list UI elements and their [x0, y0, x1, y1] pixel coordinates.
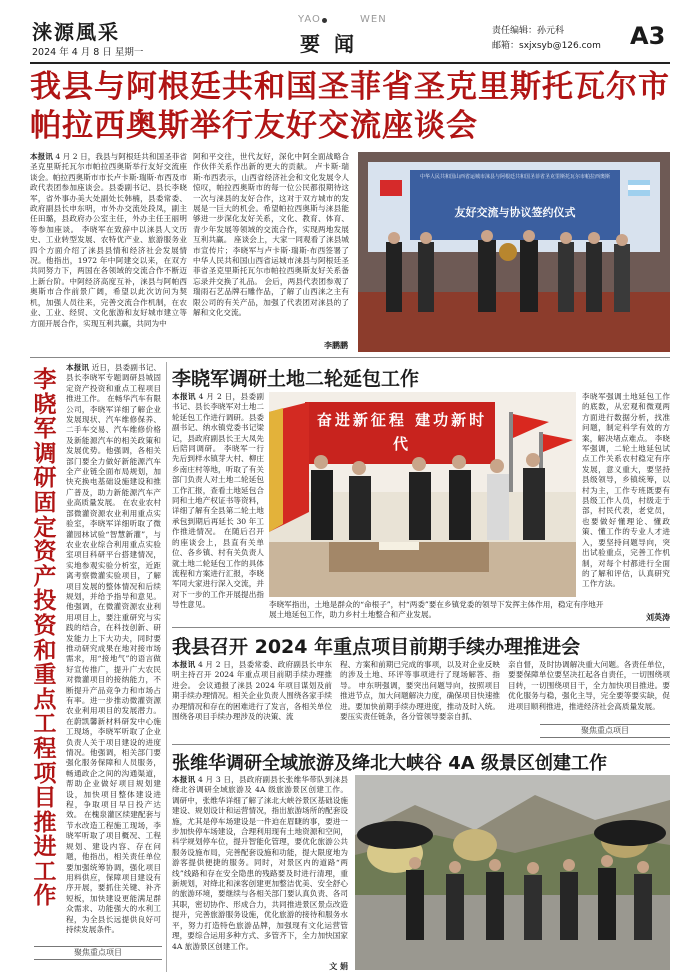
article3-photo — [269, 392, 576, 597]
article2-bottom-tag-text: 聚焦重点项目 — [70, 947, 126, 959]
section-dot-icon — [322, 18, 327, 23]
article1-photo-banner-line2: 友好交流与协议签约仪式 — [454, 206, 576, 219]
page-number: A3 — [630, 22, 666, 50]
article3-lead-tag: 本报讯 — [172, 392, 196, 401]
divider-1 — [30, 357, 670, 358]
article5-byline: 文 娟 — [329, 961, 348, 971]
editor-email: 邮箱：sxjxsyb@126.com — [492, 41, 601, 51]
article4-col2 — [340, 660, 500, 740]
editor-name: 责任编辑：孙元科 — [492, 26, 565, 36]
signing-ceremony-image — [358, 152, 670, 352]
vertical-article-title: 李晓军调研固定资产投资和重点工程项目推进工作 — [33, 367, 57, 910]
article3-col1 — [172, 392, 265, 610]
article3-col2 — [582, 392, 670, 597]
article4-col1-text: 4 月 2 日，县委常委、政府副县长申东明主持召开 2024 年重点项目前期手续办理推进会。 会议通报了涞县 2024 年项目谋划及前期手续办理情况。相关企业负责人围绕各家手续办理情况和存在的困难进行了发言，各相关单位围绕各项目手续办理涉及的决策、流 — [172, 660, 333, 722]
editor-info — [492, 24, 601, 54]
article5-lead-tag: 本报讯 — [172, 775, 196, 784]
section-en-right: WEN — [360, 14, 387, 25]
issue-date: 2024 年 4 月 8 日 星期一 — [32, 47, 144, 58]
article2-text: 近日，县委副书记、县长李晓军专题调研县城固定资产投资和重点工程项目推进工作。 在畅华汽车有限公司，李晓军详细了解企业发展现状、汽车维修保养、二手车交易、汽车维修价格及新能源汽车的相关政策和发展优势。他强调，各相关部门要全力做好新能源汽车全产业链全面布局规划，加快充换电基础设施建设和推广普及，助力新能源汽车产业高质量发展。 在农业农村部微灌资源农业利用重点实验室，李晓军详细听取了微灌园林试验“智慧新灌”，与农业农业综合利用重点实验室项目科研平台搭建情况，实地参观实验分析室，近距离考察微灌实验项目，了解项目发展的整体情况和后续规划，并给予指导和意见。他强调，在微灌资源农业利用项目上，要注重研究与实践的结合，在科技创新、研发能力上下大功夫，同时要推动研究成果在地对接市场需求，用“接地气”的语言做好宣传推广，提升广大农民对微灌项目的接纳能力，不断提升产品竞争力和市场占有率。进一步推动微灌资源农业利用项目的发展潜力。 在蔚凯馨新材料研发中心施工现场，李晓军听取了企业负责人关于项目建设的进度情况。他强调，相关部门要强化服务保障和人员服务，畅通政企之间的沟通渠道，帮助企业做好项目规划建设，加快项目整体建设进程，争取项目早日投产达效。 在槐泉灌区续建配套与节水改造工程施工现场，李晓军听取了项目概况、工程规划、建设内容、存在问题，他指出，相关责任单位要加强统筹协调，强化项目用料供应，保障项目建设有序开展，要抓住关键、补齐短板，加快建设更能满足群众需求、功能强大的水利工程，为全县长远提供良好可持续发展条件。 — [66, 363, 162, 934]
section-title: 要闻 — [300, 32, 368, 56]
article4-bottom-tag — [540, 724, 670, 738]
article5-photo — [355, 775, 670, 970]
article1-byline: 李鹏鹏 — [324, 340, 348, 350]
article1-col1 — [30, 152, 187, 350]
article3-photo-banner: 奋进新征程 建功新时代 — [316, 411, 488, 453]
divider-3 — [172, 744, 670, 745]
article1-photo-banner-line1: 中华人民共和国山西省运城市涞县与阿根廷共和国圣菲省圣克里斯托瓦尔市帕拉西奥斯 — [419, 174, 610, 180]
article2-body — [66, 363, 161, 941]
article4-title: 我县召开 2024 年重点项目前期手续办理推进会 — [172, 636, 581, 658]
scenic-area-visit-image — [355, 775, 670, 970]
article4-col2-text: 程、方案和前期已完成的事项，以及对企业反映的涉及土地、环评等事项进行了现场解答、指导。 申东明强调，要突出问题导向，按照项目推进节点，加大问题解决力度，确保项目快速推进。要加快前期手续办理进度，推动及时入统。要压实责任链条，各分管领导要亲自抓、 — [340, 660, 500, 722]
article1-lead-tag: 本报讯 — [30, 152, 53, 161]
article4-bottom-tag-text: 聚焦重点项目 — [577, 725, 633, 737]
article5-body — [172, 775, 348, 960]
article3-caption: 李晓军指出，土地是群众的“命根子”，村“两委”要在乡镇党委的领导下发挥主体作用，稳定有序地开展土地延包工作，助力乡村土地整合和产业发展。 — [269, 600, 604, 619]
article5-title: 张维华调研全域旅游及绛北大峡谷 4A 级景区创建工作 — [172, 753, 607, 774]
lead-headline: 我县与阿根廷共和国圣菲省圣克里斯托瓦尔市帕拉西奥斯举行友好交流座谈会 — [30, 69, 670, 144]
article1-col1-text: 4 月 2 日，我县与阿根廷共和国圣菲省圣克里斯托瓦尔市帕拉西奥斯举行友好交流座谈会。帕拉西奥斯市市长卢卡斯·瑞斯·布西及市政代表团参加座谈会。县委副书记、县长李晓军，省外事办美大处副处长韩楠，县委常委、政府副县长申东明，市外办交流处段凤，副主任田璐，县政府办公室主任，外办主任王丽明等参加座谈。 李晓军在致辞中以涞县人文历史、工业转型发展、农特优产业、旅游服务业四个方面介绍了涞县县情和经济社会发展情况。他指出，1972 年中阿建交以来，在双方共同努力下，两国在各领域的交流合作不断迈上新台阶。中阿经济高度互补，涞县与阿帕西奥斯市合作前景广阔，希望以此次访问为契机，加强人员往来，完善交流合作机制，在农业、工业、经贸、文化旅游和友好城市建立等方面开展合作，实现互利共赢，共同为中 — [30, 152, 187, 328]
article1-photo — [358, 152, 670, 352]
section-en-left: YAO — [298, 14, 321, 25]
article2-lead-tag: 本报讯 — [66, 363, 90, 372]
article4-col3 — [508, 660, 670, 722]
article4-col1 — [172, 660, 332, 740]
article4-lead-tag: 本报讯 — [172, 660, 196, 669]
article3-col1-text: 4 月 2 日，县委副书记、县长李晓军对土地二轮延包工作进行调研。县委副书记、纳水镇党委书记梁记，县政府副县长王大凤先后陪同调研。 李晓军一行先后到样水镇芽大村、柳庄乡南庄村等地，听取了有关部门负责人对土地二轮延包工作汇报，查看土地延包合同和土地产权证书等资料，详细了解有全县第二轮土地承包到期后再延长 30 年工作推进情况。 在随后召开的座谈会上，县直有关单位、各乡镇、村有关负责人就土地二轮延包工作的具体流程和方案进行汇报，李晓军同大家进行深入交流，并对下一步的工作开展提出指导性意见。 — [172, 392, 265, 610]
masthead-rule — [30, 62, 670, 64]
divider-2 — [172, 627, 670, 628]
article1-col2-text: 阿和平交往，世代友好，深化中阿全面战略合作伙伴关系作出新的更大的贡献。 卢卡斯·瑞斯·布西表示，山西省经济社会和文化发展令人惊叹，帕拉西奥斯市的每一位公民都很期待这一次与涞县的友好合作，这对于双方城市的发展是一巨大的机会。希望帕拉西奥斯与涞县能够进一步深化友好关系，文化、教育、体育、青少年发展等领域的交流合作，实现两地发展互利共赢。 座谈会上，大家一同观看了涞县城市宣传片；李晓军与卢卡斯·瑞斯·布西签署了中华人民共和国山西省运城市涞县与阿根廷圣菲省圣克里斯托瓦尔市帕拉西奥斯友好关系备忘录并交换了礼品。 会后，两县代表团参观了瑞雨石艺品牌石雕作品，了解了山西涞之主有限公司的有关产品，加强了代表团对涞县的了解和文化交流。 — [193, 152, 349, 318]
column-divider — [166, 362, 167, 972]
article4-col3-text: 亲自督，及时协调解决重大问题。各责任单位，要要保障单位要坚决扛起各自责任，一切围绕项目转，一切围绕项目干，全力加快项目推进。要优化服务与稳，强化主导，完全要等要实缺，促进项目顺利推进，推进经济社会高质量发展。 — [508, 660, 670, 711]
article2-bottom-tag — [34, 946, 162, 960]
article3-col2-text: 李晓军强调土地延包工作的底数，从宏观和微观两方面进行数据分析，找准问题，制定科学有效的方案，解决堵点难点。 李晓军强调，二轮土地延包试点工作关系农村稳定有序发展，意义重大，要坚持县级领导，乡镇统筹，以村为主，工作专班既要有县级工作人员，村级走于部，村民代表，老党员，也要做好懂理论、懂政策、懂工作的专业人才进入，要坚持问题导向，突出试验重点，完善工作机制，对每个村都进行全面的了解和评估，认真研究工作方法。 — [582, 392, 670, 589]
article3-title: 李晓军调研土地二轮延包工作 — [172, 368, 420, 390]
article5-text: 4 月 3 日，县政府副县长张维华带队到涞县绛北谷调研全域旅游及 4A 级旅游景区创建工作。 调研中，张维华详细了解了涞北大峡谷景区基础设施建设、规划设计和运营情况，指出旅游场所的配套设施，尤其是停车场建设是一件迫在眉睫的事，要进一步加快停车场建设，合理利用现有土地资源和空间，科学规划停车位，提升智能化管理，要优化旅游公共服务设施布局，完善配套设施和功能，提大限度地为游客提供便捷的服务。同时，对景区内的道路“两线”线路和存在安全隐患的残路要及时进行清理，重新规划，对绛北和涞客创建更加整洁优美、安全舒心的旅游环境，要继续与各相关部门要认真负责、各司其职，密切协作、形成合力，共同推进景区景点改造提升，完善旅游服务设施，优化旅游的接待和服务水平，努力打造特色旅游品牌，加强现有文化运营管理，要综合运用多种方式、多管齐下，全力加快国家 4A 旅游景区创建工作。 — [172, 775, 349, 951]
article1-col2 — [193, 152, 349, 336]
paper-name: 涞源風采 — [32, 20, 120, 44]
article3-byline: 刘英涛 — [646, 612, 670, 622]
